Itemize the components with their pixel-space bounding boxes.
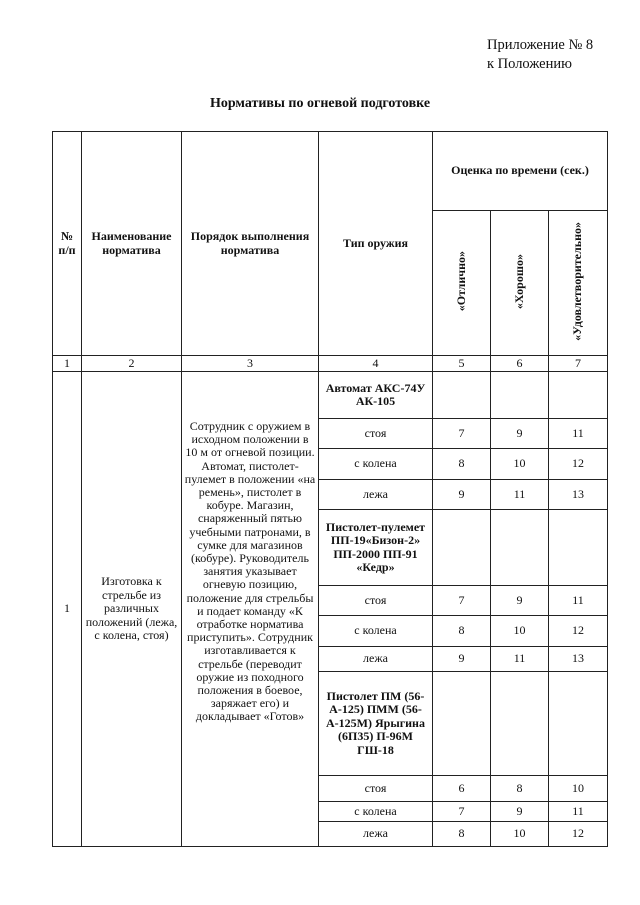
row-number: 1 (53, 372, 82, 847)
position-label: стоя (319, 776, 433, 802)
grade-good: 9 (491, 586, 549, 616)
header-num: № п/п (53, 132, 82, 356)
grade-satisfactory: 12 (549, 616, 608, 647)
position-label: лежа (319, 822, 433, 847)
grade-good: 10 (491, 822, 549, 847)
header-good-label: «Хорошо» (511, 253, 526, 309)
col-number: 6 (491, 356, 549, 372)
position-label: с колена (319, 616, 433, 647)
grade-cell-empty (491, 510, 549, 586)
grade-satisfactory: 13 (549, 480, 608, 510)
grade-excellent: 7 (433, 802, 491, 822)
col-number: 5 (433, 356, 491, 372)
header-good (491, 211, 549, 356)
grade-excellent: 9 (433, 647, 491, 672)
position-label: с колена (319, 449, 433, 480)
grade-satisfactory: 11 (549, 586, 608, 616)
grade-good: 11 (491, 647, 549, 672)
grade-satisfactory: 12 (549, 822, 608, 847)
grade-satisfactory: 11 (549, 419, 608, 449)
header-grade-group: Оценка по времени (сек.) (433, 132, 608, 211)
norm-procedure: Сотрудник с оружием в исходном положении в 10 м от огневой позиции. Автомат, пистолет-пулемет в положении «на ремень», пистолет в кобуре. Магазин, снаряженный пятью учебными патронами, в сумке для магазинов (кобуре). Руководитель занятия указывает огневую позицию, положение для стрельбы и подает команду «К отработке норматива приступить». Сотрудник изготавливается к стрельбе (переводит оружие из походного положения в боевое, заряжает его) и докладывает «Готов» (182, 372, 319, 847)
grade-excellent: 8 (433, 616, 491, 647)
weapon-type: Пистолет-пулемет ПП-19«Бизон-2» ПП-2000 ПП-91 «Кедр» (319, 510, 433, 586)
annex-target: к Положению (487, 56, 572, 72)
grade-satisfactory: 11 (549, 802, 608, 822)
col-number: 1 (53, 356, 82, 372)
col-number: 2 (82, 356, 182, 372)
col-number: 7 (549, 356, 608, 372)
grade-satisfactory: 12 (549, 449, 608, 480)
grade-excellent: 6 (433, 776, 491, 802)
norm-name: Изготовка к стрельбе из различных положений (лежа, с колена, стоя) (82, 372, 182, 847)
weapon-group-row (53, 372, 608, 419)
grade-satisfactory: 10 (549, 776, 608, 802)
position-label: стоя (319, 419, 433, 449)
grade-excellent: 9 (433, 480, 491, 510)
header-excellent-label: «Отлично» (453, 251, 468, 312)
col-number: 4 (319, 356, 433, 372)
header-excellent (433, 211, 491, 356)
col-number: 3 (182, 356, 319, 372)
header-procedure: Порядок выполнения норматива (182, 132, 319, 356)
header-satisfactory-label: «Удовлетворительно» (570, 221, 585, 341)
grade-excellent: 8 (433, 449, 491, 480)
position-label: с колена (319, 802, 433, 822)
grade-excellent: 8 (433, 822, 491, 847)
column-number-row (53, 356, 608, 372)
header-weapon: Тип оружия (319, 132, 433, 356)
grade-satisfactory: 13 (549, 647, 608, 672)
annex-reference (487, 36, 593, 74)
grade-good: 10 (491, 449, 549, 480)
grade-good: 11 (491, 480, 549, 510)
grade-excellent: 7 (433, 586, 491, 616)
weapon-type: Пистолет ПМ (56-А-125) ПММ (56-А-125М) Ярыгина (6П35) П-96М ГШ-18 (319, 672, 433, 776)
annex-number: Приложение № 8 (487, 37, 594, 53)
grade-excellent: 7 (433, 419, 491, 449)
position-label: лежа (319, 647, 433, 672)
document-title: Нормативы по огневой подготовке (209, 96, 431, 111)
grade-cell-empty (549, 372, 608, 419)
norms-table (52, 131, 608, 847)
grade-good: 9 (491, 419, 549, 449)
position-label: стоя (319, 586, 433, 616)
grade-cell-empty (549, 672, 608, 776)
grade-good: 10 (491, 616, 549, 647)
weapon-type: Автомат АКС-74У АК-105 (319, 372, 433, 419)
grade-cell-empty (491, 372, 549, 419)
grade-good: 8 (491, 776, 549, 802)
header-name: Наименование норматива (82, 132, 182, 356)
grade-good: 9 (491, 802, 549, 822)
header-row-1 (53, 132, 608, 211)
header-satisfactory (549, 211, 608, 356)
grade-cell-empty (433, 372, 491, 419)
position-label: лежа (319, 480, 433, 510)
grade-cell-empty (433, 510, 491, 586)
grade-cell-empty (549, 510, 608, 586)
grade-cell-empty (491, 672, 549, 776)
grade-cell-empty (433, 672, 491, 776)
